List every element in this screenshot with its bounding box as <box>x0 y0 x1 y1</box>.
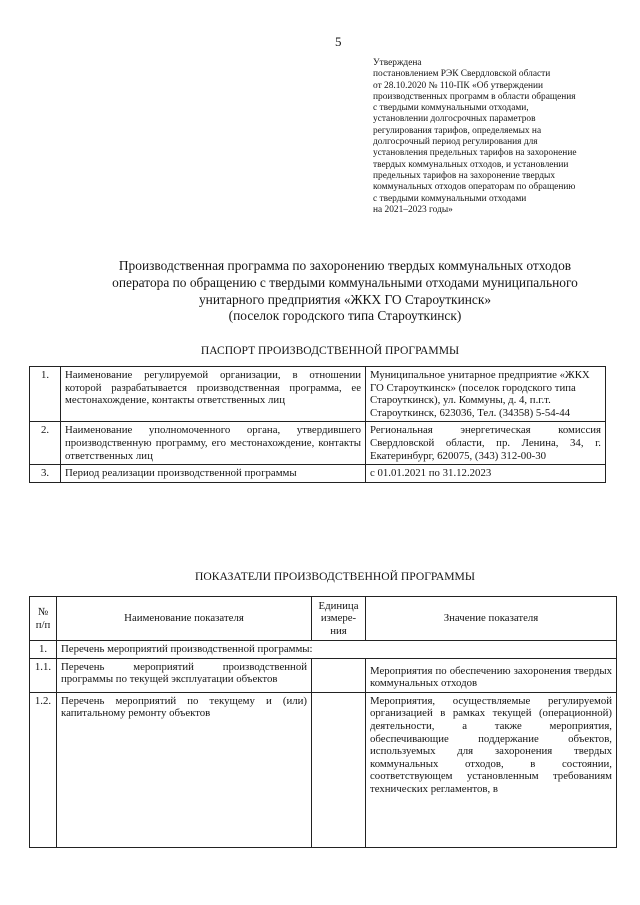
section-label: Перечень мероприятий производственной программы: <box>57 641 617 659</box>
title-line: унитарного предприятия «ЖКХ ГО Староуткинск» <box>198 291 492 307</box>
approval-line: регулирования тарифов, определяемых на <box>373 125 542 136</box>
indicator-value <box>366 692 617 847</box>
table-row <box>30 422 606 465</box>
indicator-unit <box>312 658 366 692</box>
table-row <box>30 465 606 483</box>
indicators-table <box>29 596 617 848</box>
column-header: Единица измере-ния <box>312 597 366 641</box>
row-number: 1. <box>30 641 57 659</box>
approval-line: с твердыми коммунальными отходами <box>373 193 527 204</box>
title-line: (поселок городского типа Староуткинск) <box>228 308 462 324</box>
approval-line: на 2021–2023 годы» <box>373 204 453 215</box>
row-value: Региональная энергетическая комиссия Свердловской области, пр. Ленина, 34, г. Екатеринбург, 620075, (343) 312-00-30 <box>366 422 606 465</box>
row-value: Муниципальное унитарное предприятие «ЖКХ ГО Староуткинск» (поселок городского типа Староуткинск), ул. Коммуны, д. 4, п.г.т. Староуткинск, 623036, Тел. (34358) 5-54-44 <box>366 367 606 422</box>
page-number: 5 <box>335 34 342 49</box>
indicators-heading: ПОКАЗАТЕЛИ ПРОИЗВОДСТВЕННОЙ ПРОГРАММЫ <box>195 570 475 583</box>
row-label: Период реализации производственной программы <box>61 465 366 483</box>
approval-line: предельных тарифов на захоронение твердых <box>373 170 556 181</box>
row-number: 1.1. <box>30 658 57 692</box>
indicator-unit <box>312 692 366 847</box>
indicator-value: Мероприятия по обеспечению захоронения твердых коммунальных отходов <box>366 658 617 692</box>
row-number: 2. <box>30 422 61 465</box>
approval-line: коммунальных отходов операторам по обращению <box>373 182 576 193</box>
title-line: Производственная программа по захоронению твердых коммунальных отходов <box>118 258 572 273</box>
row-number: 1. <box>30 367 61 422</box>
row-label: Наименование регулируемой организации, в отношении которой разрабатывается производственная программа, ее местонахождение, контакты ответственных лиц <box>61 367 366 422</box>
title-line: оператора по обращению с твердыми коммунальными отходами муниципального <box>112 274 578 290</box>
approval-line: производственных программ в области обращения <box>373 91 576 102</box>
approval-line: долгосрочный период регулирования для <box>373 137 538 148</box>
row-number: 1.2. <box>30 692 57 847</box>
table-header-row <box>30 597 617 641</box>
table-section-row <box>30 641 617 659</box>
column-header: Значение показателя <box>366 597 617 641</box>
approval-line: с твердыми коммунальными отходами, <box>373 103 529 114</box>
approval-line: от 28.10.2020 № 110-ПК «Об утверждении <box>373 80 544 91</box>
approval-line: Утверждена <box>373 58 422 68</box>
column-header: № п/п <box>30 597 57 641</box>
row-number: 3. <box>30 465 61 483</box>
column-header: Наименование показателя <box>57 597 312 641</box>
approval-block <box>373 58 618 216</box>
passport-table <box>29 366 606 483</box>
row-value: с 01.01.2021 по 31.12.2023 <box>366 465 606 483</box>
indicator-value-text: Мероприятия, осуществляемые регулируемой организацией в рамках текущей (операционной) деятельности, а также мероприятия, обеспечивающие поддержание объектов, используемых для захоронения твердых коммунальных отходов, в состоянии, соответствующем установленным требованиям технических регламентов, в <box>370 694 612 795</box>
table-row <box>30 658 617 692</box>
approval-line: постановлением РЭК Свердловской области <box>373 69 551 80</box>
table-row <box>30 367 606 422</box>
indicator-name: Перечень мероприятий производственной программы по текущей эксплуатации объектов <box>57 658 312 692</box>
row-label: Наименование уполномоченного органа, утвердившего производственную программу, его местонахождение, контакты ответственных лиц <box>61 422 366 465</box>
table-row <box>30 692 617 847</box>
passport-heading: ПАСПОРТ ПРОИЗВОДСТВЕННОЙ ПРОГРАММЫ <box>200 344 460 357</box>
approval-line: установления предельных тарифов на захоронение <box>373 148 577 159</box>
program-title <box>60 258 630 325</box>
indicator-name: Перечень мероприятий по текущему и (или) капитальному ремонту объектов <box>57 692 312 847</box>
approval-line: твердых коммунальных отходов, и установлении <box>373 159 569 170</box>
approval-line: установлении долгосрочных параметров <box>373 114 536 125</box>
